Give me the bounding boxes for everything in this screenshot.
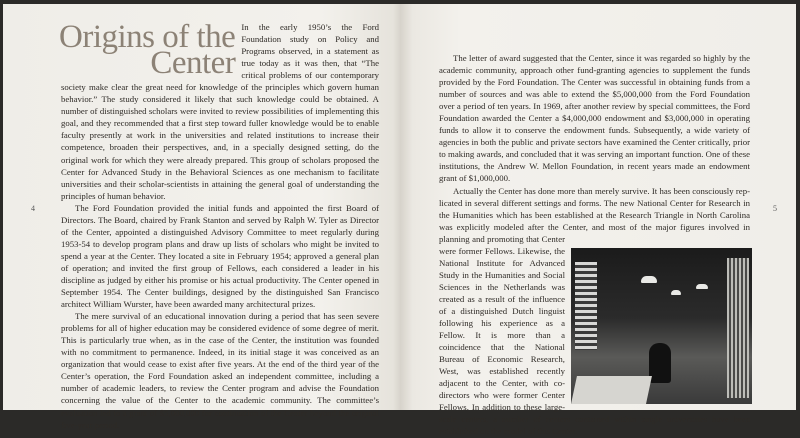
page-title [59, 19, 236, 81]
right-page [401, 4, 796, 437]
page-number: 4 [31, 204, 35, 213]
paragraph: The letter of award suggested that the Center, since it was regarded so highly by the academic community, approach other fund-granting agencies to supplement the funds provided by the Ford Foundation. The Center was successful in obtaining funds from a number of sources and was able to extend the $5,000,000 from the Ford Foundation over a period of ten years. In 1969, after another review by special committees, the Ford Foundation awarded the Center a $4,000,000 endowment and $3,000,000 in operating funds to allow it to conserve the endowment funds. Subsequently, a wide variety of agencies in both the public and private sectors have examined the Center critically, prior to making awards, and concluded that it was serving an important function. One of these institutions, the Andrew W. Mellon Foundation, in recent years made an endowment grant of $1,000,000. [439, 53, 750, 184]
paragraph-text: Actually the Center has done more than merely survive. It has been consciously replicated in several different settings and forms. The new National Center for Research in the Humanities which has been established at the Research Triangle in North Carolina was explicitly modeled after the Center, and most of the major figures involved in planning and promoting that Center were former Fellows. Likewise, the National Institute for Advanced Study in the Humanities and Social Sciences in the Netherlands was created as a result of the influence of a distinguished Dutch linguist following his experience as a Fellow. It is more than a coincidence that the National Bureau of Economic Research, West, was established recently adjacent to the Center, with co-directors who were former Center Fellows. In addition to these large-scale centers, a number of centers contained within single universities have been established on the model of this Center. [439, 185, 750, 437]
paragraph: The mere survival of an educational innovation during a period that has seen severe problems for all of higher education may be considered evidence of some degree of merit. This is particularly true when, as in the case of the Center, the institution was founded with no commitment to permanence. Indeed, in its initial stage it was conceived as an organization that would cease to exist after five years. At the end of the third year of the Center’s operation, the Ford Foundation asked an independent committee, including a number of academic leaders, to review the Center program and advise the Foundation concerning the value of the Center to the academic community. The committee’s evaluation led to a grant of $5,000,000 for continuation of the Center beyond the original five-year period. [61, 311, 379, 430]
library-photo [571, 248, 752, 404]
title-line-1: Origins of the [59, 19, 236, 55]
paragraph: The Ford Foundation provided the initial funds and appointed the first Board of Directors. The Board, chaired by Frank Stanton and served by Ralph W. Tyler as Director of the Center, appointed a distinguished Advisory Committee to meet regularly during 1953-54 to develop program plans and draw up lists of scholars who might be invited to spend a year at the Center. They located a site in February 1954; approved a general plan of operation; and invited the first group of Fellows, each considered a leader in his discipline as judged by either his promise or his actual productivity. The Center opened in September 1954. The Center buildings, designed by the distinguished San Francisco architect William Wurster, have been awarded many architectural prizes. [61, 202, 379, 310]
left-text-column [61, 21, 379, 431]
right-text-column [439, 52, 750, 438]
paragraph [439, 185, 750, 438]
left-page [3, 4, 401, 430]
page-number: 5 [773, 204, 777, 213]
paragraph: In the early 1950’s the Ford Foundation study on Policy and Programs observed, in a statement as true today as it was then, that “The critical problems of our contemporary society make clear the great need for knowledge of the principles which govern human behavior.” The study considered it likely that such knowledge could be obtained. A number of distinguished scholars were invited to review possibilities of implementing this goal, and they recommended that a first step toward fuller knowledge would be to enable faculty presently at work in the universities and related institutions to increase their competence, broaden their perspectives, and, in a specially designed setting, do the original work for which they were already prepared. This group of scholars proposed the Center for Advanced Study in the Behavioral Sciences as one mechanism to facilitate universities and their scholar-scientists in attaining the general goal of understanding the principles of human behavior. [61, 22, 379, 201]
title-line-2: Center [150, 45, 236, 81]
